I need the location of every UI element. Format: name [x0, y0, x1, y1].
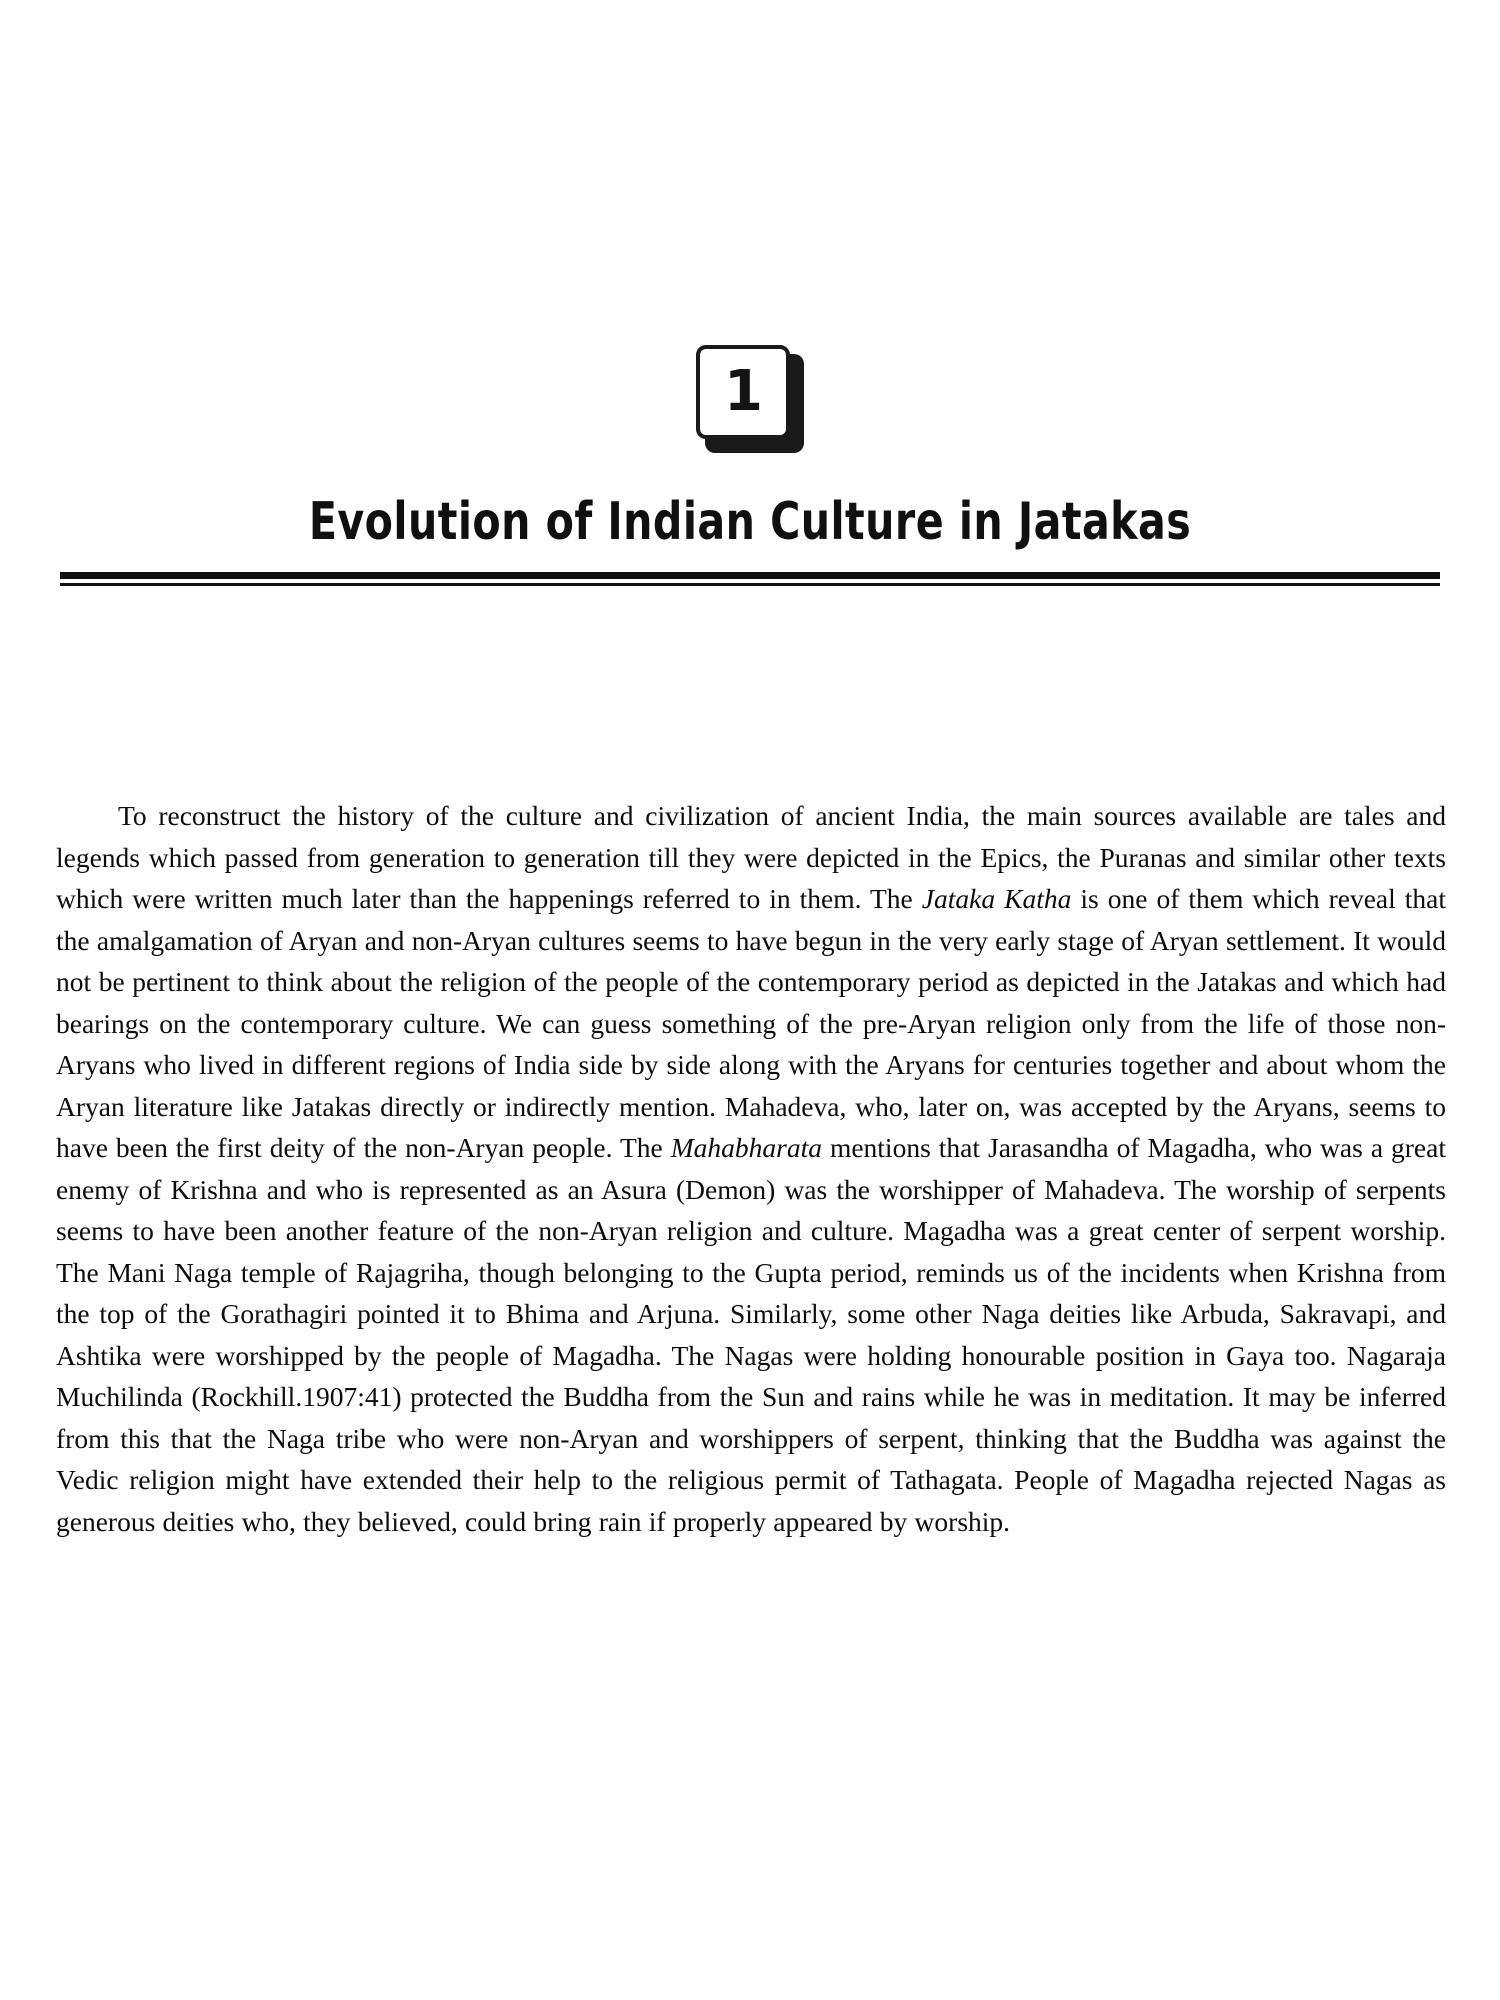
body-text	[56, 795, 1446, 1542]
badge-box	[696, 345, 790, 439]
page-title: Evolution of Indian Culture in Jatakas	[308, 492, 1192, 552]
paragraph	[56, 795, 1446, 1542]
chapter-number: 1	[724, 359, 762, 424]
text-run: To reconstruct the history of the culture and civilization of ancient India, the main sources available are tales and legends which passed from generation to generation till they were depicted in the Epics, the Puranas and similar other texts which were written much later than the happenings referred to in them. The	[56, 800, 1446, 914]
italic-title: Jataka Katha	[921, 883, 1072, 914]
text-run: is one of them which reveal that the amalgamation of Aryan and non-Aryan cultures seems to have begun in the very early stage of Aryan settlement. It would not be pertinent to think about the religion of the people of the contemporary period as depicted in the Jatakas and which had bearings on the contemporary culture. We can guess something of the pre-Aryan religion only from the life of those non-Aryans who lived in different regions of India side by side along with the Aryans for centuries together and about whom the Aryan literature like Jatakas directly or indirectly mention. Mahadeva, who, later on, was accepted by the Aryans, seems to have been the first deity of the non-Aryan people. The	[56, 883, 1447, 1163]
text-run: mentions that Jarasandha of Magadha, who was a great enemy of Krishna and who is represented as an Asura (Demon) was the worshipper of Mahadeva. The worship of serpents seems to have been another feature of the non-Aryan religion and culture. Magadha was a great center of serpent worship. The Mani Naga temple of Rajagriha, though belonging to the Gupta period, reminds us of the incidents when Krishna from the top of the Gorathagiri pointed it to Bhima and Arjuna. Similarly, some other Naga deities like Arbuda, Sakravapi, and Ashtika were worshipped by the people of Magadha. The Nagas were holding honourable position in Gaya too. Nagaraja Muchilinda (Rockhill.1907:41) protected the Buddha from the Sun and rains while he was in meditation. It may be inferred from this that the Naga tribe who were non-Aryan and worshippers of serpent, thinking that the Buddha was against the Vedic religion might have extended their help to the religious permit of Tathagata. People of Magadha rejected Nagas as generous deities who, they believed, could bring rain if properly appeared by worship.	[56, 1132, 1446, 1537]
divider-thin-line	[60, 583, 1440, 586]
divider-thick-line	[60, 572, 1440, 579]
chapter-number-badge	[0, 345, 1500, 453]
title-divider	[60, 572, 1440, 586]
title-block	[60, 492, 1440, 586]
italic-title: Mahabharata	[670, 1132, 822, 1163]
